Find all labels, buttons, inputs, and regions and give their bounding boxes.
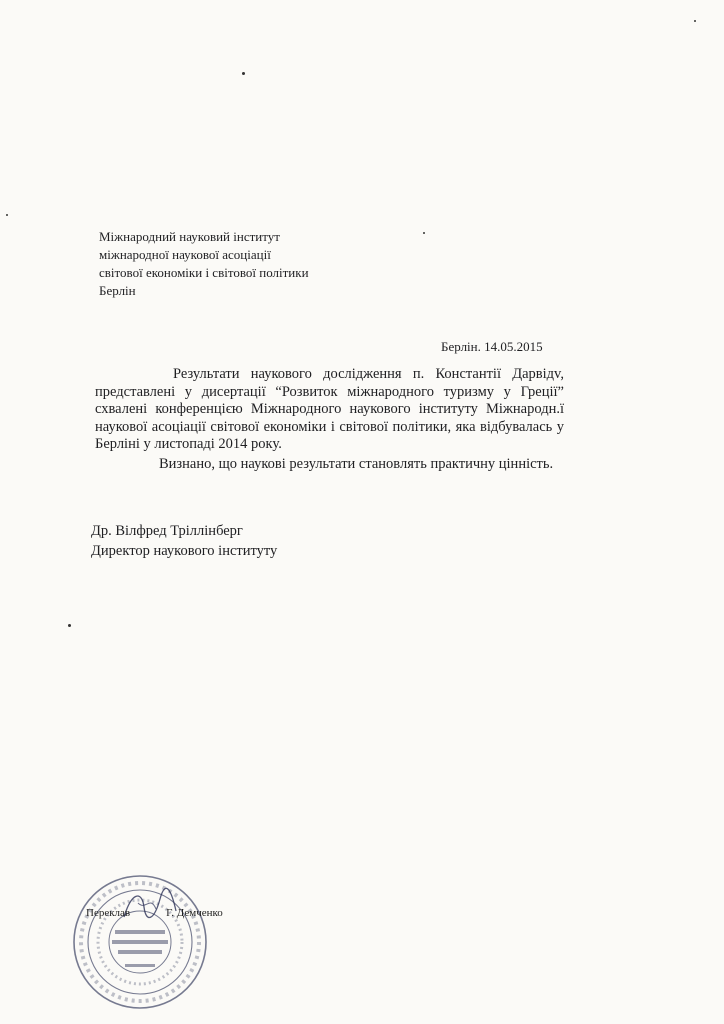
scan-speck (6, 214, 8, 216)
letter-body (95, 366, 564, 474)
body-paragraph-1: Результати наукового дослідження п. Константії Дарвідv, представлені у дисертації “Розвиток міжнародного туризму у Греції” схвалені конференцією Міжнародного наукового інституту Міжнародн.ї наукової асоціації світової економіки і світової політики, яка відбувалась у Берліні у листопаді 2014 року. (95, 366, 564, 453)
addressee-line-2: міжнародної наукової асоціації (99, 247, 271, 262)
translator-label: Переклав (86, 907, 131, 919)
signature-title: Директор наукового інституту (91, 543, 278, 559)
signature-scribble (120, 885, 180, 925)
translation-note (86, 907, 223, 919)
letter-date: Берлін. 14.05.2015 (441, 339, 543, 354)
scan-speck (423, 232, 425, 234)
scan-speck (242, 72, 245, 75)
addressee-line-1: Міжнародний науковий інститут (99, 229, 280, 244)
signature-block (91, 521, 277, 561)
translator-name: Г. Демченко (166, 907, 223, 919)
addressee-block (99, 228, 309, 300)
signature-name: Др. Вілфред Тріллінберг (91, 523, 243, 539)
addressee-line-3: світової економіки і світової політики (99, 265, 309, 280)
scan-speck (694, 20, 696, 22)
addressee-line-4: Берлін (99, 283, 136, 298)
scan-speck (68, 624, 71, 627)
body-paragraph-2: Визнано, що наукові результати становлять практичну цінність. (159, 455, 554, 472)
